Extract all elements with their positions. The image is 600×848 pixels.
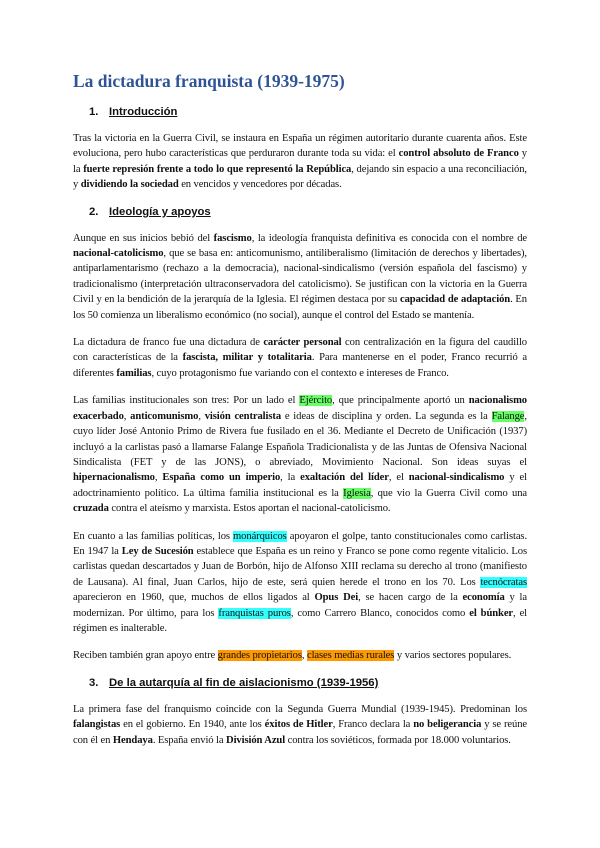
text-run: , como Carrero Blanco, conocidos como xyxy=(290,607,470,619)
bold-term: falangistas xyxy=(73,719,121,731)
text-run: , el xyxy=(388,472,409,484)
paragraph xyxy=(73,393,527,516)
bold-term: carácter personal xyxy=(263,337,342,349)
bold-term: nacionalismo exacerbado xyxy=(73,395,527,422)
paragraph xyxy=(73,335,527,381)
text-run: , el régimen es inalterable. xyxy=(73,607,528,634)
bold-term: control absoluto de Franco xyxy=(398,148,519,160)
text-run: Aunque en sus inicios bebió del xyxy=(73,232,214,244)
text-run: . Para mantenerse en el poder, Franco recurrió a diferentes xyxy=(73,352,527,379)
text-run: y se reúne con él en xyxy=(73,719,528,746)
bold-term: visión centralista xyxy=(204,410,282,422)
bold-term: España como un imperio xyxy=(162,472,281,484)
section-number: 1. xyxy=(89,106,99,118)
bold-term: División Azul xyxy=(226,734,286,746)
text-run: . España envió la xyxy=(152,734,227,746)
text-run: , xyxy=(123,410,131,422)
text-run: , xyxy=(154,472,163,484)
bold-term: nacional-catolicismo xyxy=(73,248,164,260)
bold-term: dividiendo la sociedad xyxy=(80,179,179,191)
bold-term: anticomunismo xyxy=(130,410,199,422)
highlighted-term: Iglesia xyxy=(343,487,371,499)
bold-term: capacidad de adaptación xyxy=(400,294,511,306)
bold-term: fuerte represión frente a todo lo que representó la República xyxy=(83,163,352,175)
bold-term: Opus Dei xyxy=(314,592,359,604)
text-run: en vencidos y vencedores por décadas. xyxy=(178,179,342,191)
text-run: contra el ateísmo y marxista. Estos aportan el nacional-catolicismo. xyxy=(108,503,391,515)
text-run: y la xyxy=(73,148,527,175)
bold-term: Hendaya xyxy=(112,734,153,746)
text-run: , dejando sin espacio a una reconciliación, y xyxy=(73,163,527,191)
text-run: y la modernizan. Por último, para los xyxy=(73,592,527,619)
text-run: Tras la victoria en la Guerra Civil, se instaura en España un régimen autoritario durante cuarenta años. Este evoluciona, pero hubo características que perduraron durante toda su vida: el xyxy=(73,133,527,160)
text-run: La dictadura de franco fue una dictadura de xyxy=(73,337,264,349)
text-run: y varios sectores populares. xyxy=(394,650,512,662)
text-run: Reciben también gran apoyo entre xyxy=(73,650,218,662)
section-heading xyxy=(89,676,527,691)
highlighted-term: Falange xyxy=(491,410,525,422)
bold-term: fascista, militar y totalitaria xyxy=(182,352,312,364)
bold-term: hipernacionalismo xyxy=(73,472,155,484)
bold-term: exaltación del líder xyxy=(300,472,389,484)
bold-term: el búnker xyxy=(469,607,514,619)
section-number: 3. xyxy=(89,676,99,689)
text-run: contra los soviéticos, formada por 18.000 voluntarios. xyxy=(285,734,511,746)
section-heading-text: De la autarquía al fin de aislacionismo (1939-1956) xyxy=(109,676,379,689)
text-run: con centralización en la figura del caudillo con características de la xyxy=(73,337,527,364)
highlighted-term: clases medias rurales xyxy=(306,650,395,662)
text-run: , la xyxy=(280,472,301,484)
paragraph xyxy=(73,529,527,637)
bold-term: nacional-sindicalismo xyxy=(408,472,505,484)
text-run: La primera fase del franquismo coincide con la Segunda Guerra Mundial (1939-1945). Predominan los xyxy=(73,703,527,715)
paragraph xyxy=(73,702,527,748)
bold-term: cruzada xyxy=(73,503,109,515)
text-run: , se hacen cargo de la xyxy=(358,592,463,604)
sections-container xyxy=(73,105,527,748)
text-run: , cuyo protagonismo fue variando con el contexto e intereses de Franco. xyxy=(151,367,449,379)
text-run: , cuyo líder José Antonio Primo de Rivera fue fusilado en el 36. Mediante el Decreto de Unificación (1937) incluyó a la carlistas pasó a llamarse Falange Española Tradicionalista y de las Juntas de Ofensiva Nacional Sindicalista (FET y de las JONS), o abreviado, Movimiento Nacional. Son ideas suyas el xyxy=(73,410,527,468)
text-run: en el gobierno. En 1940, ante los xyxy=(120,719,265,731)
highlighted-term: monárquicos xyxy=(233,530,287,542)
bold-term: familias xyxy=(116,367,152,379)
text-run: , que principalmente aportó un xyxy=(332,395,469,407)
section-heading-text: Ideología y apoyos xyxy=(109,205,211,218)
text-run: apoyaron el golpe, tanto constitucionales como carlistas. En 1947 la xyxy=(73,530,527,557)
section-heading xyxy=(89,105,527,120)
text-run: . En los 50 comienza un liberalismo económico (no social), aunque el control del Estado se mantenía. xyxy=(73,294,527,321)
highlighted-term: tecnócratas xyxy=(480,576,527,588)
section-heading xyxy=(89,205,527,220)
highlighted-term: Ejército xyxy=(299,395,333,407)
bold-term: éxitos de Hitler xyxy=(264,719,333,731)
bold-term: Ley de Sucesión xyxy=(121,545,194,557)
text-run: En cuanto a las familias políticas, los xyxy=(73,530,234,542)
text-run: , que se basa en: anticomunismo, antiliberalismo (limitación de derechos y libertades), antiparlamentarismo (rechazo a la democracia), nacional-sindicalismo (versión española del fascismo) y tradicionalismo (interpretación ultraconservadora del catolicismo). Se justifican con la victoria en la Guerra Civil y en la bendición de la jerarquía de la Iglesia. El régimen destaca por su xyxy=(73,248,527,306)
document-title: La dictadura franquista (1939-1975) xyxy=(73,71,345,91)
section-number: 2. xyxy=(89,205,99,218)
highlighted-term: franquistas puros xyxy=(218,607,291,619)
text-run: , que vio la Guerra Civil como una xyxy=(370,487,527,499)
paragraph xyxy=(73,131,527,193)
paragraph xyxy=(73,231,527,323)
text-run: establece que España es un reino y Franco se pone como regente vitalicio. Los carlistas quedan descartados y Juan de Borbón, hijo de Alfonso XIII reclama su derecho al trono (manifiesto de Lausana). Al final, Juan Carlos, hijo de este, será quien herede el trono en los 70. Los xyxy=(73,545,527,588)
text-run: aparecieron en 1960, que, muchos de ellos ligados al xyxy=(73,592,315,604)
text-run: , xyxy=(301,650,307,662)
section-heading-text: Introducción xyxy=(109,106,178,118)
text-run: , xyxy=(198,410,205,422)
text-run: y el adoctrinamiento político. La última familia institucional es la xyxy=(73,472,527,499)
bold-term: economía xyxy=(462,592,505,604)
text-run: , Franco declara la xyxy=(332,719,414,731)
highlighted-term: grandes propietarios xyxy=(217,650,302,662)
paragraph xyxy=(73,648,527,663)
bold-term: no beligerancia xyxy=(413,719,482,731)
text-run: Las familias institucionales son tres: Por un lado el xyxy=(73,395,300,407)
bold-term: fascismo xyxy=(213,232,252,244)
text-run: , la ideología franquista definitiva es conocida con el nombre de xyxy=(251,232,527,244)
text-run: e ideas de disciplina y orden. La segunda es la xyxy=(281,410,492,422)
